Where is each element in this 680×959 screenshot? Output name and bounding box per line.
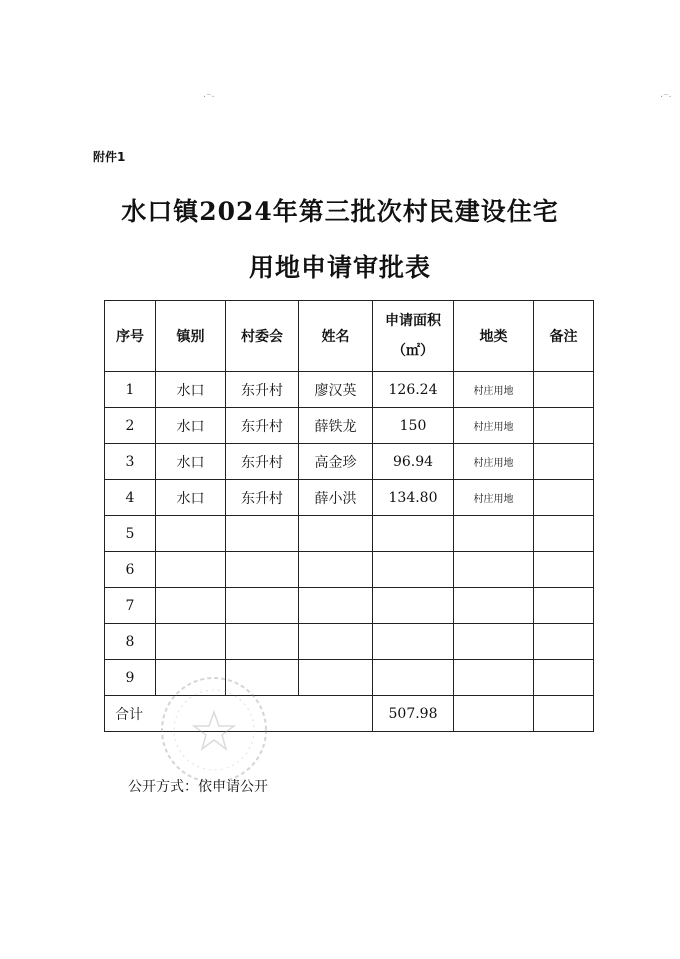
cell-name [299, 588, 373, 624]
cell-seq: 2 [105, 408, 156, 444]
cell-remarks [534, 660, 594, 696]
cell-town: 水口 [156, 480, 226, 516]
cell-area [373, 660, 454, 696]
cell-land-type [454, 516, 534, 552]
cell-remarks [534, 624, 594, 660]
cell-village: 东升村 [226, 444, 299, 480]
cell-village [226, 588, 299, 624]
cell-name: 薛铁龙 [299, 408, 373, 444]
cell-area: 126.24 [373, 372, 454, 408]
cell-town: 水口 [156, 408, 226, 444]
cell-town [156, 552, 226, 588]
cell-seq: 1 [105, 372, 156, 408]
cell-name [299, 516, 373, 552]
cell-remarks [534, 516, 594, 552]
header-area-unit: （㎡） [392, 343, 434, 359]
table-row [105, 588, 594, 624]
cell-seq: 8 [105, 624, 156, 660]
cell-village: 东升村 [226, 480, 299, 516]
cell-village [226, 624, 299, 660]
cell-area: 150 [373, 408, 454, 444]
total-area: 507.98 [373, 696, 454, 732]
total-remarks [534, 696, 594, 732]
cell-town [156, 624, 226, 660]
cell-land-type [454, 588, 534, 624]
cell-area [373, 516, 454, 552]
table-row [105, 408, 594, 444]
header-name: 姓名 [299, 301, 373, 372]
disclosure-method: 公开方式：依申请公开 [128, 779, 268, 795]
cell-town: 水口 [156, 444, 226, 480]
cell-village: 东升村 [226, 408, 299, 444]
cell-remarks [534, 372, 594, 408]
header-area [373, 301, 454, 372]
table-row [105, 552, 594, 588]
table-header-row [105, 301, 594, 372]
cell-land-type [454, 660, 534, 696]
table-row [105, 624, 594, 660]
table-row [105, 444, 594, 480]
cell-seq: 4 [105, 480, 156, 516]
header-village: 村委会 [226, 301, 299, 372]
cell-area: 96.94 [373, 444, 454, 480]
cell-seq: 3 [105, 444, 156, 480]
total-label: 合计 [105, 696, 373, 732]
cell-remarks [534, 588, 594, 624]
cell-name [299, 660, 373, 696]
cell-land-type [454, 552, 534, 588]
cell-town [156, 516, 226, 552]
table-row [105, 516, 594, 552]
scan-mark-right: ·︎⁻· [660, 92, 672, 103]
cell-seq: 6 [105, 552, 156, 588]
header-land-type: 地类 [454, 301, 534, 372]
cell-area [373, 588, 454, 624]
cell-area: 134.80 [373, 480, 454, 516]
header-town: 镇别 [156, 301, 226, 372]
cell-town [156, 588, 226, 624]
cell-area [373, 552, 454, 588]
cell-seq: 7 [105, 588, 156, 624]
total-land-type [454, 696, 534, 732]
page-title-line2: 用地申请审批表 [248, 253, 431, 282]
cell-land-type: 村庄用地 [454, 480, 534, 516]
approval-table [104, 300, 594, 732]
cell-seq: 5 [105, 516, 156, 552]
cell-village [226, 552, 299, 588]
cell-remarks [534, 552, 594, 588]
header-remarks: 备注 [534, 301, 594, 372]
cell-town: 水口 [156, 372, 226, 408]
attachment-label: 附件1 [93, 150, 126, 164]
cell-area [373, 624, 454, 660]
cell-land-type [454, 624, 534, 660]
faded-seal-icon [158, 674, 270, 786]
cell-name: 薛小洪 [299, 480, 373, 516]
cell-name: 廖汉英 [299, 372, 373, 408]
header-seq: 序号 [105, 301, 156, 372]
cell-remarks [534, 444, 594, 480]
cell-name: 高金珍 [299, 444, 373, 480]
page-title-line1: 水口镇2024年第三批次村民建设住宅 [121, 197, 559, 226]
cell-seq: 9 [105, 660, 156, 696]
cell-name [299, 552, 373, 588]
cell-land-type: 村庄用地 [454, 372, 534, 408]
cell-name [299, 624, 373, 660]
cell-land-type: 村庄用地 [454, 408, 534, 444]
cell-remarks [534, 480, 594, 516]
header-area-label: 申请面积 [385, 313, 441, 329]
table-row [105, 372, 594, 408]
cell-village [226, 516, 299, 552]
cell-remarks [534, 408, 594, 444]
cell-land-type: 村庄用地 [454, 444, 534, 480]
scan-mark-left: ·︎⁻· [203, 92, 215, 103]
table-row [105, 480, 594, 516]
cell-village: 东升村 [226, 372, 299, 408]
